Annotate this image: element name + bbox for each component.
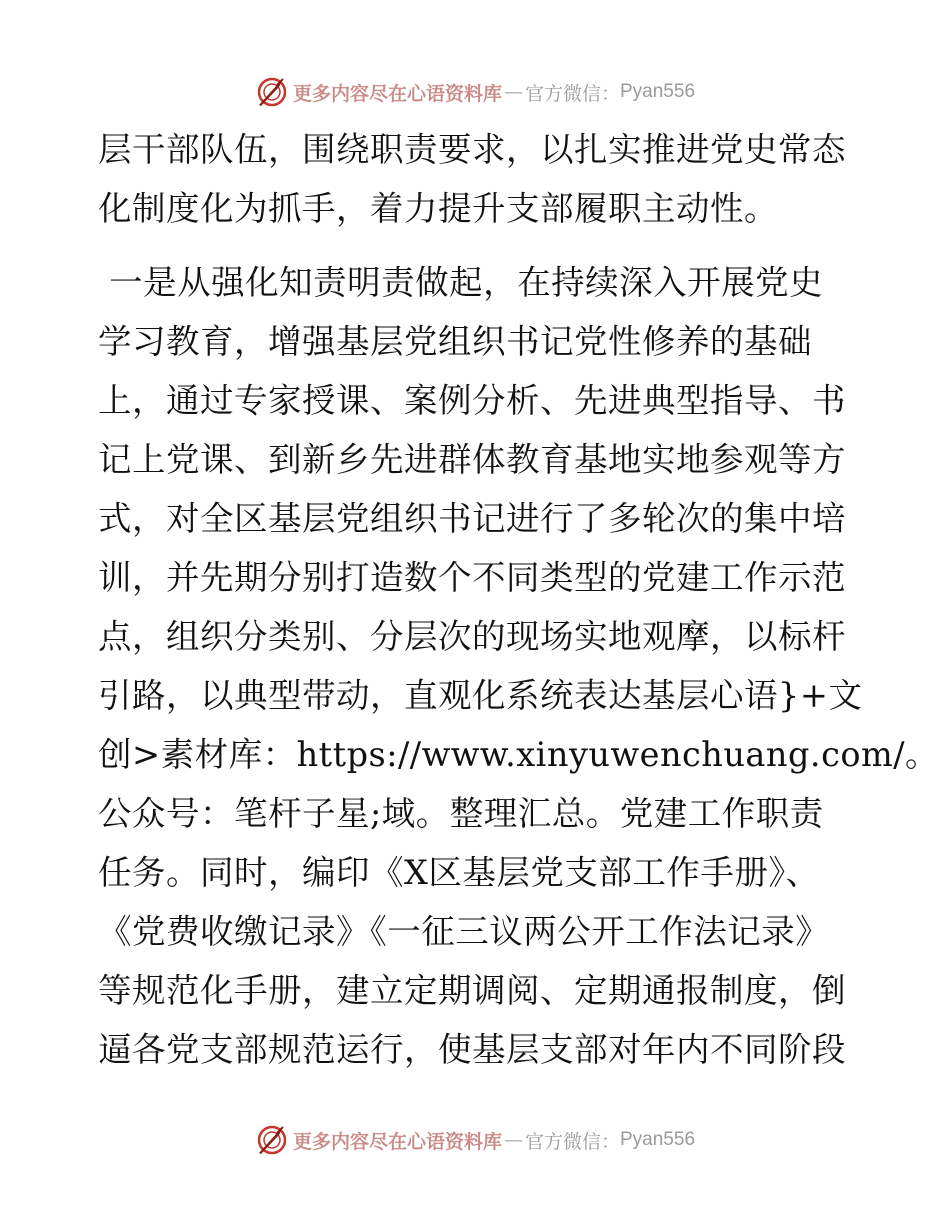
watermark-brand-text: 更多内容尽在心语资料库 bbox=[292, 82, 502, 105]
text-line: 记上党课、到新乡先进群体教育基地实地参观等方 bbox=[98, 440, 846, 479]
text-line: 训，并先期分别打造数个不同类型的党建工作示范 bbox=[98, 558, 846, 597]
watermark-wechat-id: Pyan556 bbox=[620, 1129, 696, 1150]
text-line: 引路，以典型带动，直观化系统表达基层心语}+文 bbox=[98, 676, 863, 715]
paragraph-2 bbox=[98, 253, 940, 1079]
watermark-wechat-id: Pyan556 bbox=[620, 81, 696, 102]
text-line: 《党费收缴记录》《一征三议两公开工作法记录》 bbox=[98, 912, 830, 951]
text-line: 任务。同时，编印《X区基层党支部工作手册》、 bbox=[98, 853, 820, 892]
text-line: 化制度化为抓手，着力提升支部履职主动性。 bbox=[98, 189, 778, 228]
pen-logo-icon bbox=[255, 1123, 289, 1157]
watermark-separator: — bbox=[503, 81, 523, 103]
watermark-separator: — bbox=[503, 1129, 523, 1151]
document-body bbox=[98, 120, 940, 1079]
text-line: 创>素材库：https://www.xinyuwenchuang.com/。 bbox=[98, 735, 940, 774]
header-watermark bbox=[0, 72, 950, 112]
watermark-brand-text: 更多内容尽在心语资料库 bbox=[292, 1130, 502, 1153]
text-line: 上，通过专家授课、案例分析、先进典型指导、书 bbox=[98, 381, 846, 420]
pen-logo-icon bbox=[255, 75, 289, 109]
watermark-wechat-label: 官方微信： bbox=[524, 82, 620, 105]
text-line: 逼各党支部规范运行，使基层支部对年内不同阶段 bbox=[98, 1030, 846, 1069]
text-line: 一是从强化知责明责做起，在持续深入开展党史 bbox=[98, 263, 824, 302]
paragraph-1 bbox=[98, 120, 858, 238]
watermark-wechat-label: 官方微信： bbox=[524, 1130, 620, 1153]
text-line: 点，组织分类别、分层次的现场实地观摩，以标杆 bbox=[98, 617, 846, 656]
text-line: 学习教育，增强基层党组织书记党性修养的基础 bbox=[98, 322, 812, 361]
text-line: 式，对全区基层党组织书记进行了多轮次的集中培 bbox=[98, 499, 846, 538]
text-line: 公众号：笔杆子星;域。整理汇总。党建工作职责 bbox=[98, 794, 824, 833]
text-line: 等规范化手册，建立定期调阅、定期通报制度，倒 bbox=[98, 971, 846, 1010]
text-line: 层干部队伍，围绕职责要求，以扎实推进党史常态 bbox=[98, 130, 846, 169]
footer-watermark bbox=[0, 1120, 950, 1160]
